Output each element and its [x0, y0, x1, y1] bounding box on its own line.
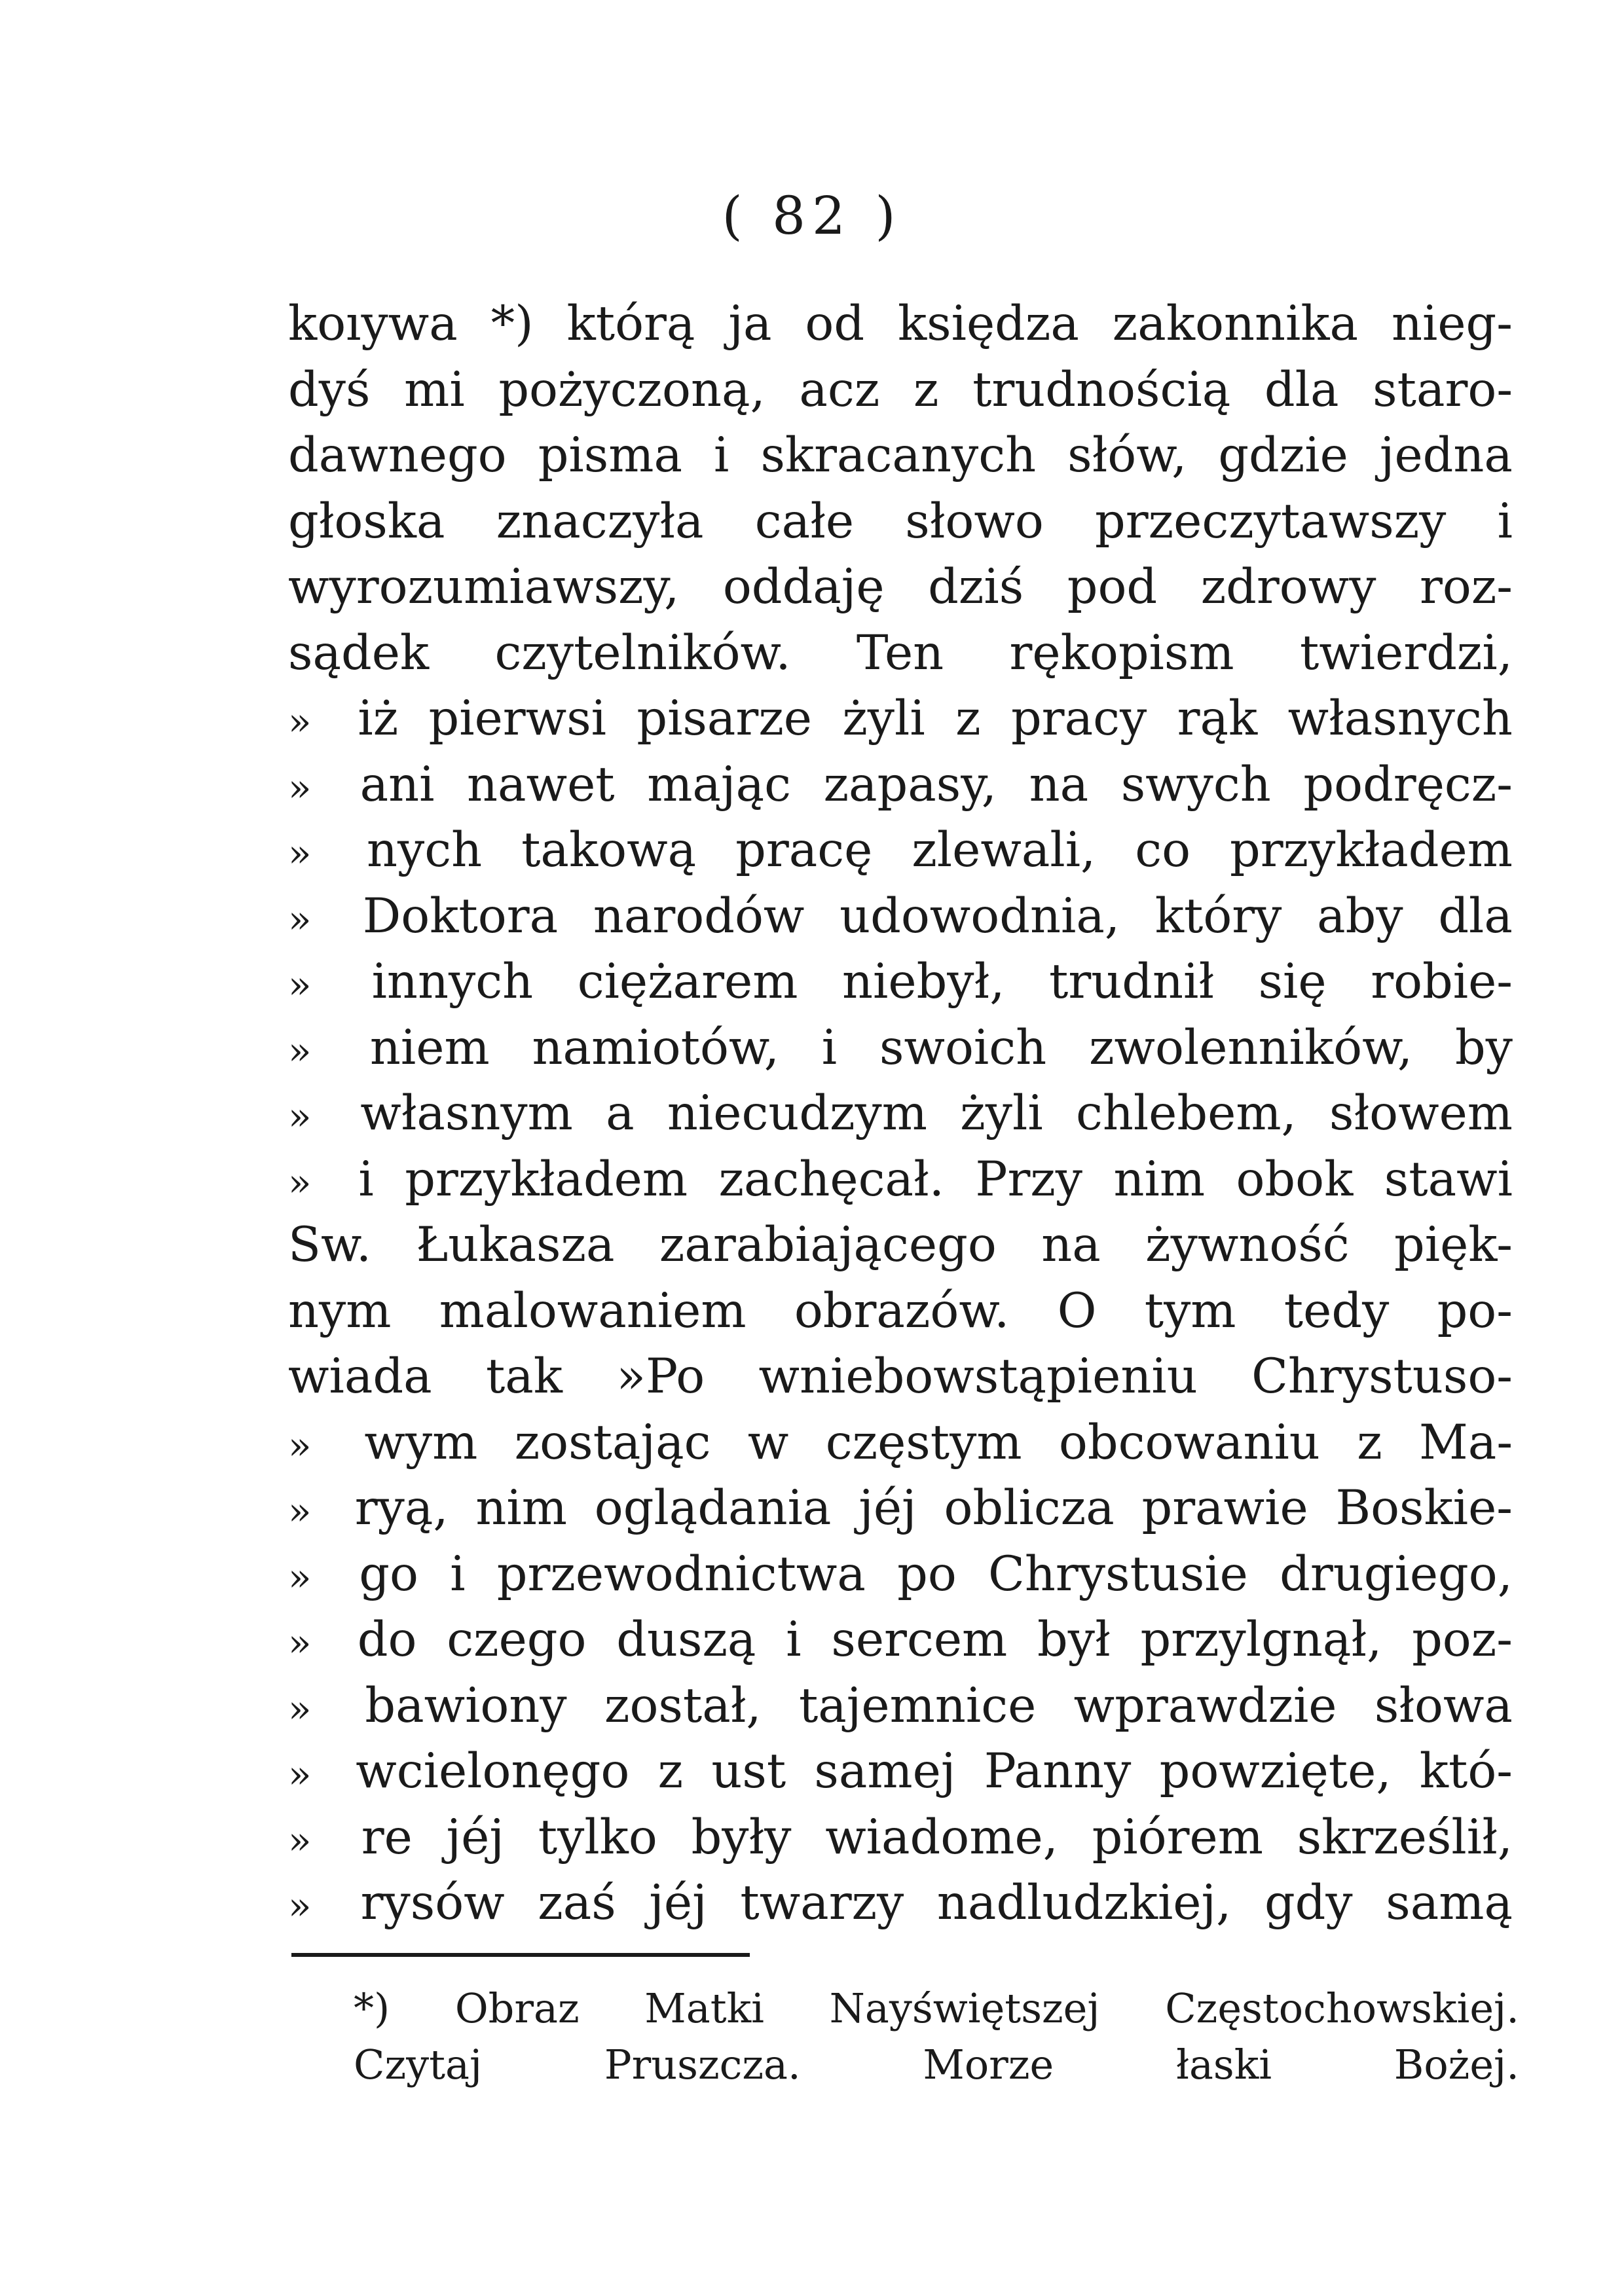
word: *) — [490, 296, 534, 352]
quotation-mark: » — [288, 1094, 312, 1139]
word: po — [897, 1546, 957, 1602]
word: Pruszcza. — [604, 2041, 801, 2088]
word: koıywa — [288, 296, 458, 352]
text-line — [288, 1015, 1513, 1082]
word: pierwsi — [428, 691, 606, 746]
word: przykładem — [405, 1151, 688, 1207]
footnote-line — [354, 2037, 1519, 2093]
word: Ten — [856, 625, 944, 681]
word: samej — [814, 1743, 956, 1799]
quotation-mark: » — [288, 1028, 312, 1073]
word: pracy — [1010, 691, 1147, 746]
word: pisma — [538, 428, 682, 483]
word: własnych — [1287, 691, 1513, 746]
word: do — [357, 1612, 417, 1667]
word: zakonnika — [1112, 296, 1359, 352]
text-line — [288, 489, 1513, 555]
text-line — [288, 423, 1513, 489]
word: swych — [1120, 756, 1271, 812]
word: z — [1357, 1414, 1382, 1470]
word: drugiego, — [1280, 1546, 1513, 1602]
word: Ma- — [1419, 1414, 1513, 1470]
word: rękopism — [1009, 625, 1234, 681]
word: »Po — [616, 1349, 705, 1404]
word: żyli — [960, 1085, 1043, 1141]
quotation-mark: » — [288, 1620, 312, 1665]
text-line — [288, 1476, 1513, 1542]
quotation-mark: » — [288, 1159, 312, 1205]
word: samą — [1386, 1875, 1513, 1931]
word: re — [361, 1809, 413, 1865]
text-line — [288, 949, 1513, 1015]
word: został, — [604, 1677, 762, 1734]
word: skrześlił, — [1297, 1809, 1513, 1865]
text-line — [288, 555, 1513, 621]
word: tak — [485, 1349, 563, 1404]
word: Sw. — [288, 1217, 372, 1273]
word: oddaję — [722, 559, 885, 615]
word: gdy — [1264, 1875, 1353, 1931]
word: pięk- — [1394, 1217, 1513, 1273]
footnote-block — [354, 1980, 1519, 2093]
word: iż — [358, 691, 399, 746]
word: niem — [369, 1019, 490, 1076]
word: którą — [566, 296, 695, 352]
word: ryą, — [354, 1480, 449, 1536]
word: tedy — [1283, 1283, 1390, 1339]
word: rysów — [360, 1875, 505, 1931]
word: i — [821, 1019, 838, 1076]
word: mi — [404, 361, 465, 418]
word: Chrystuso- — [1251, 1349, 1513, 1404]
word: wyrozumiawszy, — [288, 559, 680, 615]
text-line — [288, 291, 1513, 357]
footnote-line — [354, 1980, 1519, 2037]
word: księdza — [897, 296, 1079, 352]
word: i — [786, 1612, 802, 1667]
word: skracanych — [760, 428, 1037, 483]
text-line — [288, 1212, 1513, 1279]
text-line — [288, 1542, 1513, 1608]
word: zdrowy — [1200, 559, 1376, 615]
word: namiotów, — [532, 1019, 779, 1076]
word: acz — [799, 361, 880, 418]
quotation-mark: » — [288, 1489, 312, 1533]
word: wiada — [288, 1349, 432, 1404]
word: wniebowstąpieniu — [758, 1349, 1198, 1404]
word: się — [1258, 954, 1327, 1010]
word: narodów — [593, 888, 805, 944]
word: po- — [1437, 1283, 1513, 1339]
word: *) — [354, 1984, 390, 2032]
word: który — [1154, 888, 1282, 944]
quotation-mark: » — [288, 1423, 312, 1468]
word: pożyczoną, — [498, 361, 766, 418]
word: z — [657, 1743, 684, 1799]
word: głoska — [288, 493, 445, 549]
word: mając — [647, 756, 791, 812]
word: z — [913, 361, 939, 418]
word: innych — [371, 954, 534, 1010]
page-number: ( 82 ) — [722, 185, 902, 246]
word: bawiony — [365, 1677, 567, 1734]
word: przeczytawszy — [1095, 493, 1447, 549]
word: wprawdzie — [1073, 1677, 1337, 1734]
word: dziś — [928, 559, 1024, 615]
word: jéj — [649, 1875, 707, 1931]
word: Doktora — [362, 888, 559, 944]
word: swoich — [879, 1019, 1047, 1076]
text-line — [288, 1147, 1513, 1213]
word: dla — [1438, 888, 1513, 944]
word: tylko — [538, 1809, 657, 1865]
word: nym — [288, 1283, 392, 1339]
word: Obraz — [454, 1984, 580, 2032]
word: wiadome, — [825, 1809, 1058, 1865]
text-line — [288, 1279, 1513, 1345]
text-line — [288, 1870, 1513, 1937]
word: a — [606, 1085, 635, 1141]
word: czego — [447, 1612, 587, 1667]
word: Łukasza — [416, 1217, 615, 1273]
word: łaski — [1175, 2041, 1272, 2088]
word: Bożej. — [1393, 2041, 1519, 2088]
word: aby — [1317, 888, 1403, 944]
text-line — [288, 357, 1513, 424]
word: takową — [521, 822, 697, 878]
word: słowo — [905, 493, 1044, 549]
word: nadludzkiej, — [936, 1875, 1232, 1931]
word: malowaniem — [439, 1283, 747, 1339]
word: częstym — [825, 1414, 1022, 1470]
word: prawie — [1141, 1480, 1308, 1536]
word: Panny — [984, 1743, 1132, 1799]
word: Czytaj — [354, 2041, 483, 2088]
word: obrazów. — [794, 1283, 1010, 1339]
word: pisarze — [637, 691, 812, 746]
word: co — [1135, 822, 1191, 878]
word: oblicza — [944, 1480, 1115, 1536]
word: twierdzi, — [1299, 625, 1513, 681]
quotation-mark: » — [288, 831, 312, 875]
word: oglądania — [594, 1480, 832, 1536]
word: powzięte, — [1159, 1743, 1392, 1799]
word: wym — [364, 1414, 478, 1470]
word: stawi — [1384, 1151, 1513, 1207]
word: tym — [1144, 1283, 1236, 1339]
word: zostając — [514, 1414, 711, 1470]
footnote-separator-rule — [291, 1953, 750, 1957]
word: rąk — [1177, 691, 1258, 746]
word: ja — [728, 296, 772, 352]
word: zaś — [538, 1875, 616, 1931]
word: i — [450, 1546, 466, 1602]
word: staro- — [1373, 361, 1513, 418]
word: trudnością — [972, 361, 1231, 418]
word: ust — [711, 1743, 786, 1799]
text-line — [288, 1410, 1513, 1476]
word: nim — [475, 1480, 567, 1536]
word: Morze — [923, 2041, 1054, 2088]
word: podręcz- — [1303, 756, 1513, 812]
word: Chrystusie — [988, 1546, 1248, 1602]
word: i — [358, 1151, 374, 1207]
text-line — [288, 1673, 1513, 1740]
quotation-mark: » — [288, 1884, 312, 1928]
word: nawet — [467, 756, 615, 812]
word: dla — [1264, 361, 1339, 418]
text-line — [288, 1739, 1513, 1805]
word: tajemnice — [798, 1677, 1037, 1734]
text-line — [288, 1344, 1513, 1410]
word: obcowaniu — [1058, 1414, 1320, 1470]
text-line — [288, 1607, 1513, 1673]
word: był — [1037, 1612, 1111, 1667]
word: całe — [754, 493, 855, 549]
text-line — [288, 1805, 1513, 1871]
word: przykładem — [1230, 822, 1513, 878]
word: nych — [366, 822, 483, 878]
text-line — [288, 1081, 1513, 1147]
word: dawnego — [288, 428, 507, 483]
word: przylgnął, — [1140, 1612, 1382, 1667]
word: Boskie- — [1335, 1480, 1513, 1536]
word: były — [691, 1809, 792, 1865]
word: własnym — [360, 1085, 573, 1141]
quotation-mark: » — [288, 765, 312, 810]
word: nieg- — [1391, 296, 1513, 352]
word: słowa — [1374, 1677, 1513, 1734]
main-text-block — [288, 291, 1513, 1937]
word: Przy — [975, 1151, 1083, 1207]
word: udowodnia, — [840, 888, 1120, 944]
word: poz- — [1412, 1612, 1513, 1667]
word: żyli — [842, 691, 925, 746]
word: piórem — [1092, 1809, 1263, 1865]
word: jéj — [446, 1809, 505, 1865]
word: znaczyła — [496, 493, 704, 549]
text-line — [288, 884, 1513, 950]
quotation-mark: » — [288, 699, 312, 744]
word: niebył, — [842, 954, 1005, 1010]
word: go — [359, 1546, 418, 1602]
quotation-mark: » — [288, 1554, 312, 1599]
word: w — [747, 1414, 789, 1470]
word: sercem — [831, 1612, 1008, 1667]
word: Matki — [644, 1984, 765, 2032]
quotation-mark: » — [288, 896, 312, 941]
word: jéj — [858, 1480, 917, 1536]
word: dyś — [288, 361, 371, 418]
word: któ- — [1419, 1743, 1513, 1799]
word: trudnił — [1049, 954, 1215, 1010]
text-line — [288, 621, 1513, 687]
word: duszą — [616, 1612, 756, 1667]
word: nim — [1113, 1151, 1206, 1207]
word: przewodnictwa — [496, 1546, 866, 1602]
word: wcielonęgo — [356, 1743, 630, 1799]
word: słowem — [1329, 1085, 1513, 1141]
word: pod — [1067, 559, 1158, 615]
quotation-mark: » — [288, 1817, 312, 1863]
word: słów, — [1067, 428, 1187, 483]
word: sądek — [288, 625, 430, 681]
word: gdzie — [1218, 428, 1348, 483]
text-line — [288, 686, 1513, 752]
word: robie- — [1371, 954, 1513, 1010]
word: chlebem, — [1075, 1085, 1297, 1141]
word: zapasy, — [823, 756, 997, 812]
word: Częstochowskiej. — [1165, 1984, 1519, 2032]
quotation-mark: » — [288, 1752, 312, 1796]
word: by — [1454, 1019, 1513, 1076]
word: na — [1041, 1217, 1101, 1273]
word: ciężarem — [577, 954, 798, 1010]
word: Nayświętszej — [829, 1984, 1100, 2032]
word: jedna — [1379, 428, 1513, 483]
text-line — [288, 752, 1513, 818]
word: czytelników. — [494, 625, 791, 681]
word: obok — [1236, 1151, 1354, 1207]
word: i — [714, 428, 729, 483]
word: twarzy — [740, 1875, 904, 1931]
word: na — [1029, 756, 1089, 812]
word: żywność — [1145, 1217, 1350, 1273]
word: roz- — [1420, 559, 1513, 615]
word: zwolenników, — [1089, 1019, 1413, 1076]
word: z — [955, 691, 981, 746]
word: O — [1057, 1283, 1097, 1339]
word: niecudzym — [667, 1085, 928, 1141]
word: od — [805, 296, 865, 352]
quotation-mark: » — [288, 962, 312, 1007]
word: zarabiającego — [659, 1217, 997, 1273]
word: zlewali, — [912, 822, 1096, 878]
text-line — [288, 818, 1513, 884]
word: ani — [360, 756, 435, 812]
word: pracę — [735, 822, 873, 878]
word: i — [1497, 493, 1513, 549]
word: zachęcał. — [718, 1151, 944, 1207]
quotation-mark: » — [288, 1686, 312, 1731]
